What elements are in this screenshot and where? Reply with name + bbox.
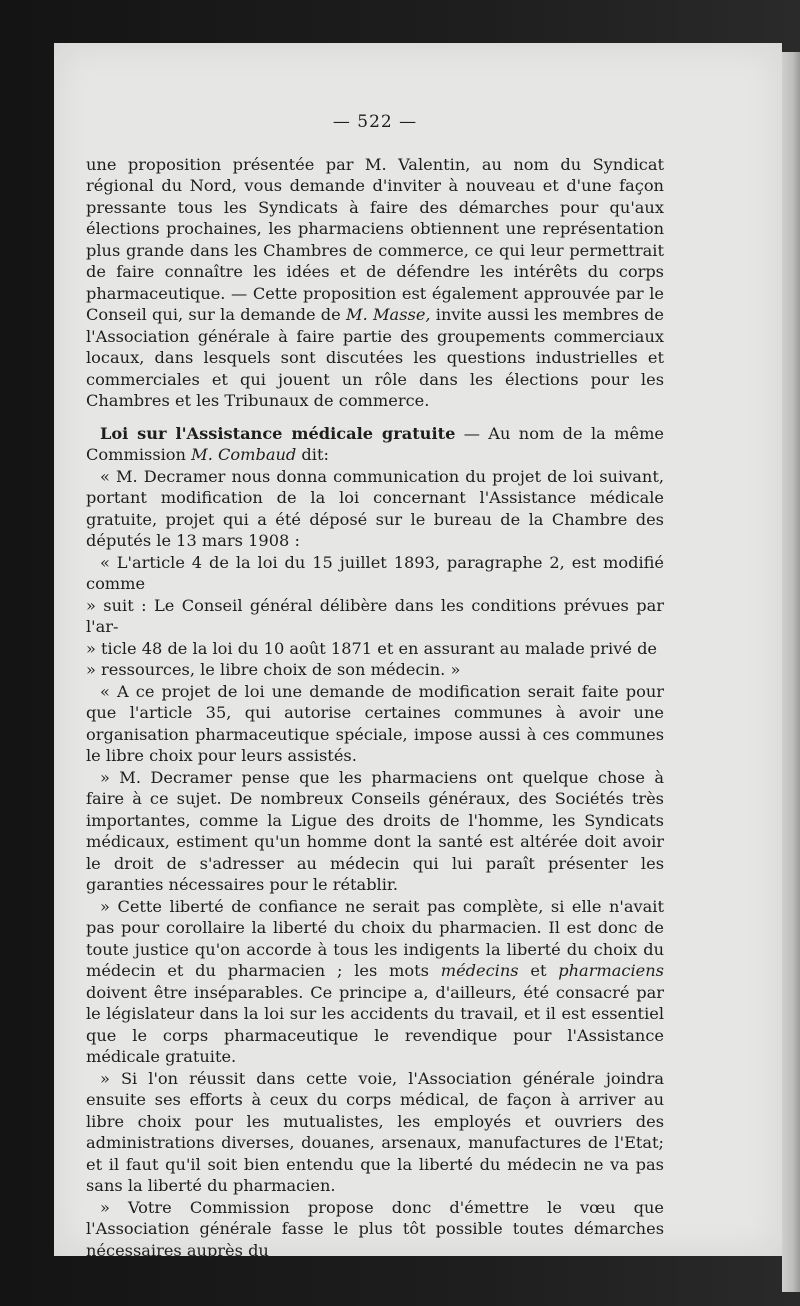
paragraph-proposition-text-after: invite aussi les membres de l'Association générale à faire partie des groupements commerciaux locaux, dans lesquels sont discutées les questions industrielles et commerciales et qui jouent un rôle dans les élections pour les Chambres et les Tribunaux de commerce. xyxy=(86,305,664,410)
paragraph-association-generale: » Si l'on réussit dans cette voie, l'Association générale joindra ensuite ses efforts à ceux du corps médical, de façon à arriver au libre choix pour les mutualistes, les employés et ouvriers des administrations diverses, douanes, arsenaux, manufactures de l'Etat; et il faut qu'il soit bien entendu que la liberté du médecin ne va pas sans la liberté du pharmacien. xyxy=(86,1068,664,1195)
paragraph-liberte-text-after: doivent être inséparables. Ce principe a, d'ailleurs, été consacré par le législateur dans la loi sur les accidents du travail, et il est essentiel que le corps pharmaceutique le revendique pour l'Assistance médicale gratuite. xyxy=(86,982,664,1066)
paragraph-proposition-text: une proposition présentée par M. Valentin, au nom du Syndicat régional du Nord, vous demande d'inviter à nouveau et d'une façon pressante tous les Syndicats à faire des démarches pour qu'aux élections prochaines, les pharmaciens obtiennent une représentation plus grande dans les Chambres de commerce, ce qui leur permettrait de faire connaître les idées et de défendre les intérêts du corps pharmaceutique. — Cette proposition est également approuvée par le Conseil qui, sur la demande de xyxy=(86,154,664,324)
paragraph-proposition xyxy=(86,154,664,412)
paragraph-decramer-projet: « M. Decramer nous donna communication du projet de loi suivant, portant modification de la loi concernant l'Assistance médicale gratuite, projet qui a été déposé sur le bureau de la Chambre des députés le 13 mars 1908 : xyxy=(86,466,664,550)
emphasis-pharmaciens: pharmaciens xyxy=(558,961,664,980)
emphasis-medecins: médecins xyxy=(440,961,519,980)
paragraph-liberte-text-before: » Cette liberté de confiance ne serait pas complète, si elle n'avait pas pour corollaire la liberté du choix du pharmacien. Il est donc de toute justice qu'on accorde à tous les indigents la liberté du choix du médecin et du pharmacien ; les mots xyxy=(86,896,664,980)
text-block xyxy=(86,112,664,1261)
page-edge-shadow xyxy=(782,52,800,1292)
page-number: — 522 — xyxy=(332,112,418,132)
paragraph-article-35: « A ce projet de loi une demande de modification serait faite pour que l'article 35, qui autorise certaines communes à avoir une organisation pharmaceutique spéciale, impose aussi à ces communes le libre choix pour leurs assistés. xyxy=(86,681,664,765)
paragraph-proposition-emphasis: M. Masse, xyxy=(346,305,431,324)
quote-line-2: » suit : Le Conseil général délibère dans les conditions prévues par l'ar- xyxy=(86,595,664,636)
section-intro-emphasis: M. Combaud xyxy=(191,445,297,464)
paragraph-liberte-confiance xyxy=(86,896,664,1068)
section-intro-after: dit: xyxy=(296,445,329,464)
paragraph-liberte-text-mid: et xyxy=(518,961,559,980)
paragraph-commission-voeu: » Votre Commission propose donc d'émettre le vœu que l'Association générale fasse le plus tôt possible toutes démarches nécessaires auprès du xyxy=(86,1197,664,1260)
quote-line-4: » ressources, le libre choix de son médecin. » xyxy=(86,660,461,679)
section-heading-paragraph xyxy=(86,423,664,466)
quote-line-1: « L'article 4 de la loi du 15 juillet 1893, paragraphe 2, est modifié comme xyxy=(86,552,664,593)
paragraph-decramer-pense: » M. Decramer pense que les pharmaciens ont quelque chose à faire à ce sujet. De nombreux Conseils généraux, des Sociétés très importantes, comme la Ligue des droits de l'homme, les Syndicats médicaux, estiment qu'un homme dont la santé est altérée doit avoir le droit de s'adresser au médecin qui lui paraît présenter les garanties nécessaires pour le rétablir. xyxy=(86,767,664,894)
section-heading: Loi sur l'Assistance médicale gratuite xyxy=(100,423,456,443)
section-intro-before: — Au nom de la même Commission xyxy=(86,423,665,464)
quote-line-3: » ticle 48 de la loi du 10 août 1871 et en assurant au malade privé de xyxy=(86,638,658,658)
